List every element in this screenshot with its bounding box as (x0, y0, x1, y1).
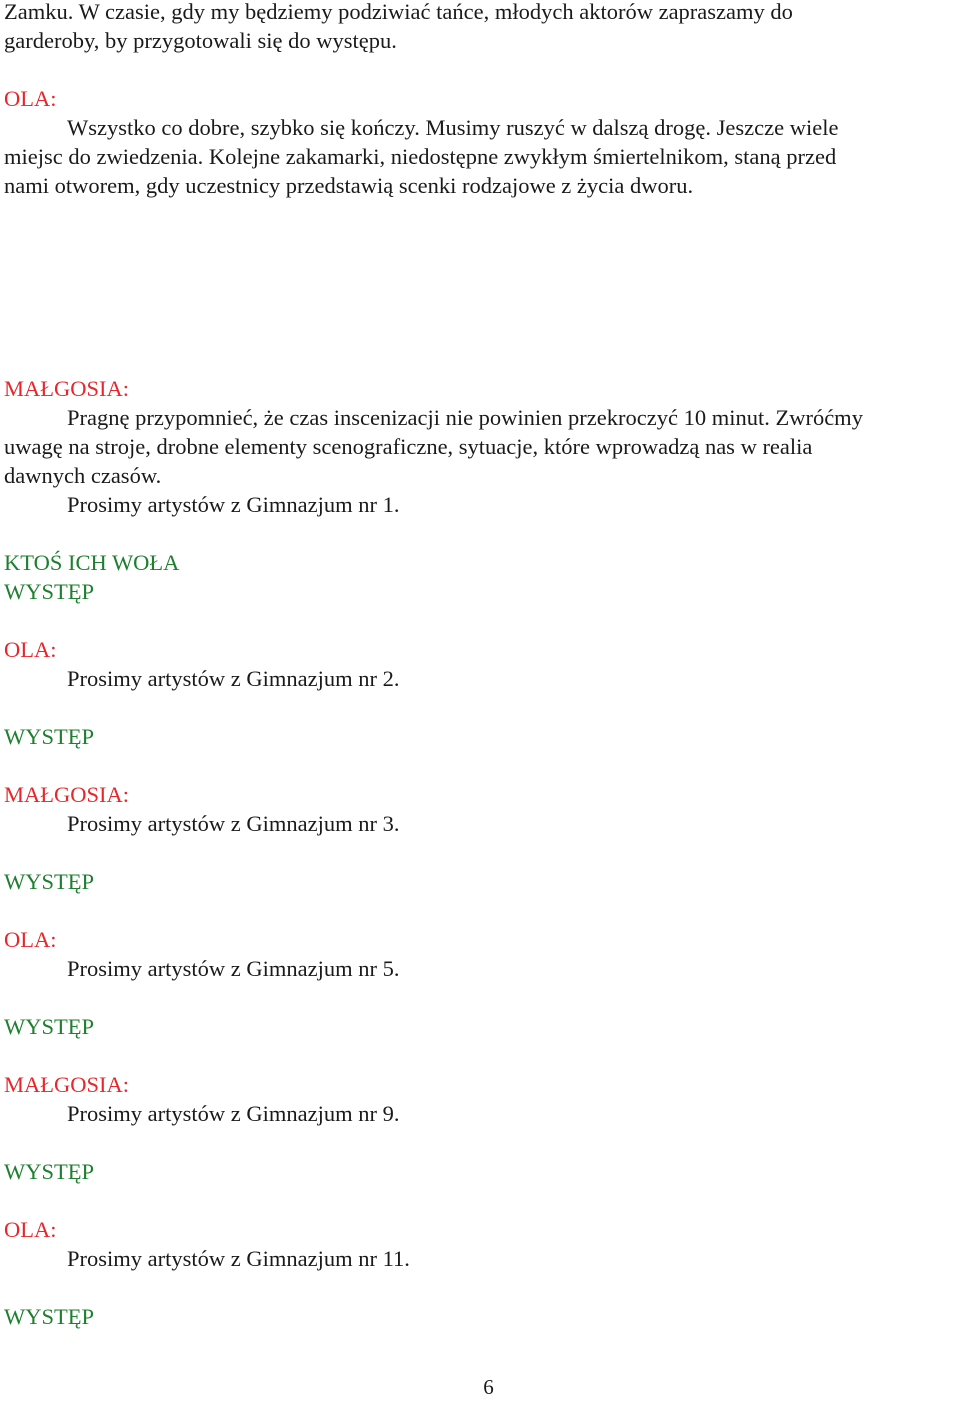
speaker-malgosia: MAŁGOSIA: (4, 1072, 130, 1097)
dialogue-line: Prosimy artystów z Gimnazjum nr 9. (67, 1101, 400, 1126)
stage-direction: WYSTĘP (4, 1304, 94, 1329)
speaker-ola: OLA: (4, 86, 57, 111)
speaker-ola: OLA: (4, 1217, 57, 1242)
dialogue-line: dawnych czasów. (4, 463, 162, 488)
stage-direction: WYSTĘP (4, 1014, 94, 1039)
stage-direction: WYSTĘP (4, 579, 94, 604)
speaker-malgosia: MAŁGOSIA: (4, 782, 130, 807)
dialogue-line: nami otworem, gdy uczestnicy przedstawią scenki rodzajowe z życia dworu. (4, 173, 694, 198)
stage-direction: WYSTĘP (4, 724, 94, 749)
intro-line-1: Zamku. W czasie, gdy my będziemy podziwiać tańce, młodych aktorów zapraszamy do (4, 0, 793, 24)
dialogue-line: Prosimy artystów z Gimnazjum nr 3. (67, 811, 400, 836)
speaker-malgosia: MAŁGOSIA: (4, 376, 130, 401)
dialogue-line: Pragnę przypomnieć, że czas inscenizacji nie powinien przekroczyć 10 minut. Zwróćmy (67, 405, 863, 430)
stage-direction: WYSTĘP (4, 869, 94, 894)
page-number: 6 (483, 1375, 494, 1399)
speaker-ola: OLA: (4, 637, 57, 662)
stage-direction: WYSTĘP (4, 1159, 94, 1184)
dialogue-line: Prosimy artystów z Gimnazjum nr 1. (67, 492, 400, 517)
dialogue-line: uwagę na stroje, drobne elementy scenograficzne, sytuacje, które wprowadzą nas w realia (4, 434, 813, 459)
dialogue-line: Prosimy artystów z Gimnazjum nr 5. (67, 956, 400, 981)
intro-line-2: garderoby, by przygotowali się do występu. (4, 28, 397, 53)
dialogue-line: Wszystko co dobre, szybko się kończy. Musimy ruszyć w dalszą drogę. Jeszcze wiele (67, 115, 839, 140)
speaker-ola: OLA: (4, 927, 57, 952)
dialogue-line: Prosimy artystów z Gimnazjum nr 2. (67, 666, 400, 691)
stage-direction: KTOŚ ICH WOŁA (4, 550, 180, 575)
dialogue-line: miejsc do zwiedzenia. Kolejne zakamarki, niedostępne zwykłym śmiertelnikom, staną przed (4, 144, 837, 169)
dialogue-line: Prosimy artystów z Gimnazjum nr 11. (67, 1246, 410, 1271)
